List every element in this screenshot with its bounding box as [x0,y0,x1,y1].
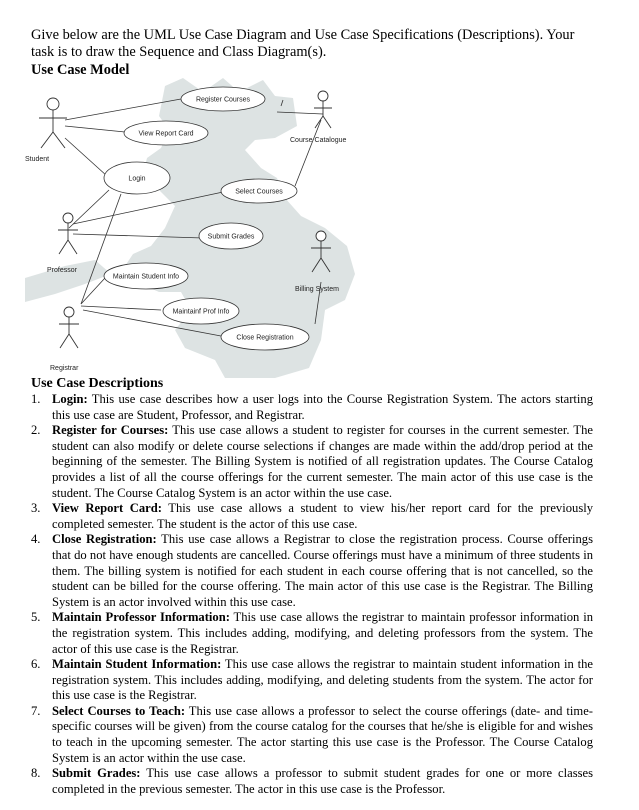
line-student-viewreport [65,126,125,132]
use-case-select-courses [221,179,297,203]
list-item-title: Submit Grades: [52,766,141,781]
list-item-text: This use case describes how a user logs into the Course Registration System. The actors starting this use case are Student, Professor, and Registrar. [52,392,594,422]
use-case-label-maintain-student-info: Maintain Student Info [112,273,180,281]
list-number: 1. [31,392,41,406]
actor-label-billing-system: Billing System [295,286,339,293]
use-case-label-login: Login [128,175,146,183]
list-number: 6. [31,657,41,672]
actor-label-registrar: Registrar [50,365,79,372]
intro-paragraph: Give below are the UML Use Case Diagram and Use Case Specifications (Descriptions). Your task is to draw the Sequence and Class Diagram(s). [31,27,575,60]
use-case-maintain-student-info [104,263,188,289]
line-student-login [65,138,107,176]
list-item-text: This use case allows a professor to select the course offerings (date- and time- specific courses will be given) from the course catalog for the courses that he/she is eligible for and wishes to teach in the upcoming semester. The actor starting this use case is the Professor. The Course Catalog System is an actor within the use case. [52,703,593,765]
use-case-view-report-card [124,121,208,145]
list-item [31,766,593,797]
list-item-text: This use case allows a student to register for courses in the current semester. The student can also modify or delete course selections if changes are made within the add/drop period at the beginning of the semester. The Billing System is notified of all registration updates. The Course Catalog provides a list of all the course offerings for the current semester. The main actor of this use case is the student. The Course Catalog System is an actor within the use case. [52,423,594,500]
use-case-descriptions-list [31,392,593,797]
use-case-register-courses [181,87,265,111]
list-item-title: Register for Courses: [52,423,169,438]
list-item-title: View Report Card: [52,501,162,516]
line-catalogue-selectcourses [295,120,321,186]
list-item-title: Maintain Professor Information: [52,610,230,625]
list-item [31,423,593,501]
list-item [31,532,593,610]
list-item-text: This use case allows a Registrar to close the registration process. Course offerings that do not have enough students are cancelled. Course offerings must have a minimum of three students in them. The billing system is notified for each student in each course offering that is not cancelled, so the student can be billed for the course offering. The main actor of this use case is the Registrar. The Billing System is an actor involved within this use case. [52,532,593,609]
list-number: 8. [31,766,41,781]
line-professor-login [69,190,109,228]
list-item-title: Close Registration: [52,532,157,547]
use-case-submit-grades [199,223,263,249]
actor-label-course-catalogue: Course Catalogue [290,137,347,144]
list-item-title: Login: [52,392,88,406]
list-number: 7. [31,703,41,718]
list-number: 2. [31,423,41,438]
list-item-text: This use case allows a professor to submit student grades for one or more classes completed in the previous semester. The actor in this use case is the Professor. [52,766,594,796]
use-case-maintain-prof-info [163,298,239,324]
actor-student-icon [39,98,67,148]
list-item-title: Maintain Student Information: [52,657,222,672]
use-case-label-submit-grades: Submit Grades [207,233,255,241]
actor-registrar-icon [59,307,79,348]
list-number: 4. [31,532,41,547]
actor-course-catalogue-icon [314,91,332,128]
use-case-descriptions-heading: Use Case Descriptions [31,376,164,391]
list-item [31,392,593,423]
use-case-label-maintain-prof-info: Maintainf Prof Info [172,308,230,316]
use-case-label-select-courses: Select Courses [235,188,283,196]
list-item [31,501,593,532]
use-case-close-registration [221,324,309,350]
actor-label-professor: Professor [47,267,77,274]
list-number: 3. [31,501,41,516]
list-number: 5. [31,610,41,625]
list-item [31,657,593,704]
list-item-text: This use case allows the registrar to maintain student information in the registration system. This includes adding, modifying, and deleting students from the system. The actor for this use case is the Registrar. [52,657,593,703]
list-item-text: This use case allows a student to view his/her report card for the previously completed semester. The student is the actor of this use case. [52,501,594,531]
use-case-label-register-courses: Register Courses [195,96,251,104]
use-case-model-heading: Use Case Model [31,62,130,78]
use-case-login [104,162,170,194]
use-case-diagram [25,78,365,378]
use-case-label-close-registration: Close Registration [236,334,294,342]
list-item [31,610,593,657]
use-case-label-view-report-card: View Report Card [138,130,194,138]
list-item-title: Select Courses to Teach: [52,703,186,718]
list-item-text: This use case allows the registrar to maintain professor information in the registration system. This includes adding, modifying, and deleting professors from the system. The actor of this use case is the Registrar. [52,610,593,656]
list-item [31,704,593,766]
line-registrar-profinfo [81,306,161,310]
actor-professor-icon [58,213,78,254]
actor-label-student: Student [25,156,50,163]
